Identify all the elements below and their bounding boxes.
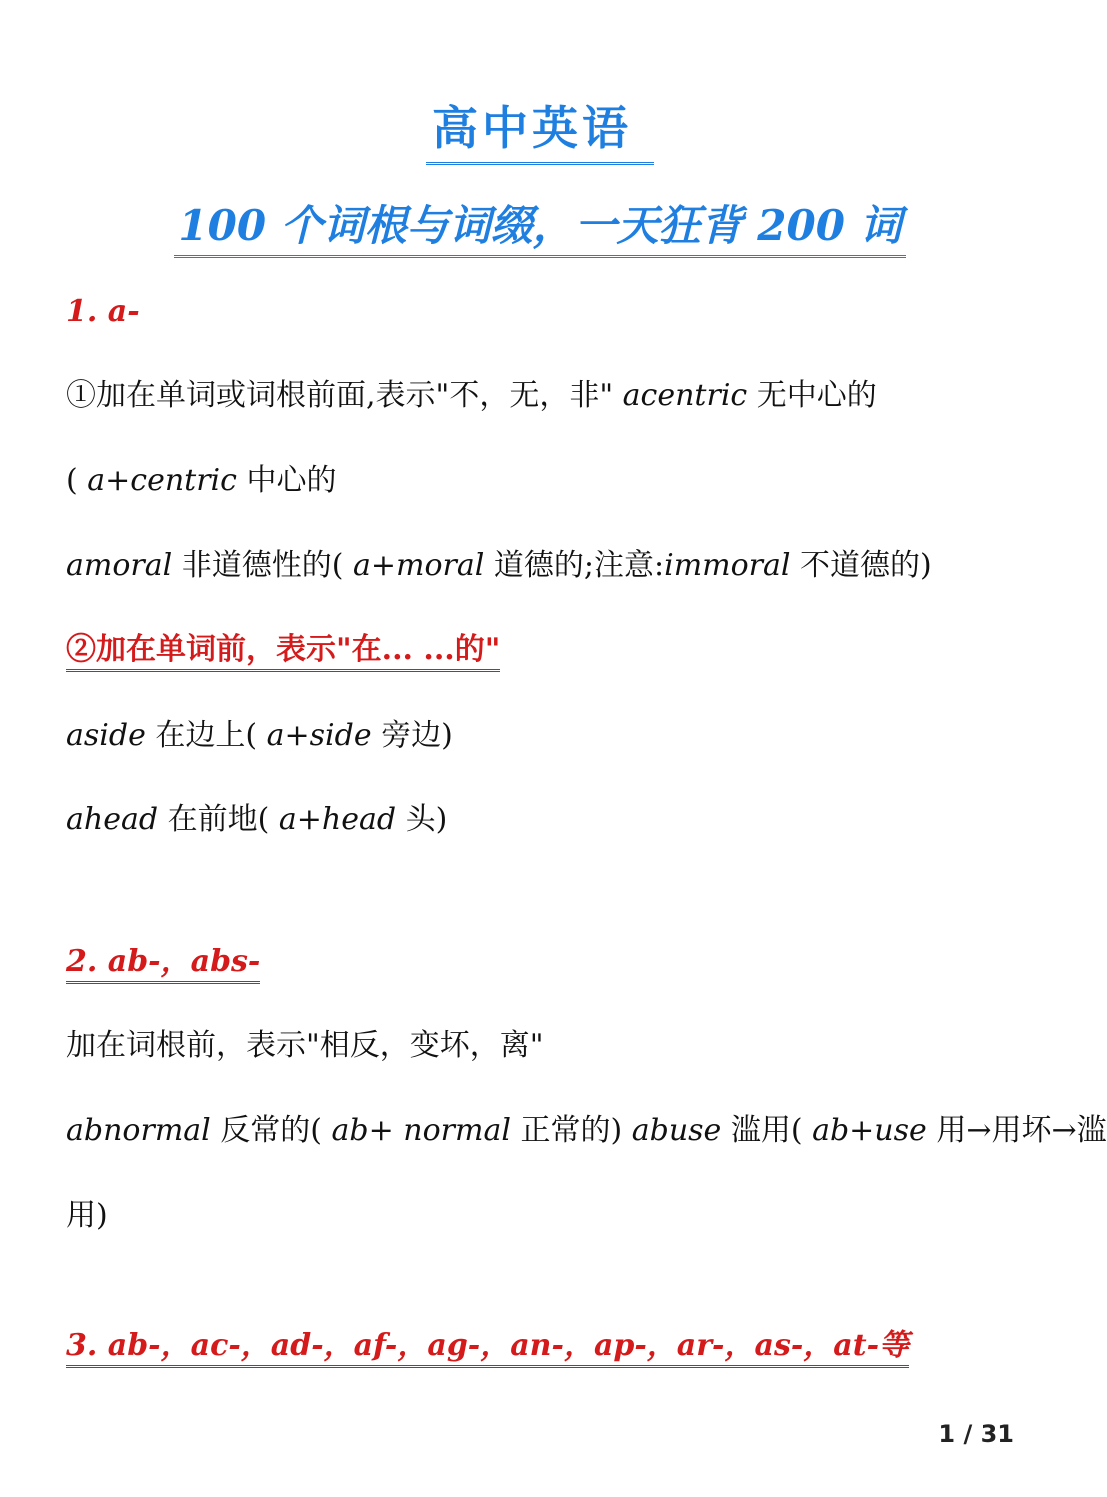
section-2-heading [66,942,260,982]
section-1-item-2-line-1 [66,716,453,756]
section-2-line-1 [66,1026,544,1066]
english-word: abnormal [66,1113,211,1148]
section-2-heading-text: 2. ab-，abs- [66,944,260,984]
english-word: a+centric [87,463,237,498]
text-segment: 在前地( [158,802,279,837]
text-segment: 反常的( [210,1113,332,1148]
page-indicator: 1 / 31 [938,1420,1014,1448]
text-segment: ①加在单词或词根前面,表示"不，无，非" [66,378,623,413]
english-word: a+moral [353,548,485,583]
text-segment: 在边上( [145,718,267,753]
section-1-heading-text: 1. a- [66,294,140,329]
section-1-item-2-line-2 [66,800,447,840]
section-3-heading-text: 3. ab-，ac-，ad-，af-，ag-，an-，ap-，ar-，as-，at-等 [66,1328,909,1368]
english-word: acentric [622,378,748,413]
section-1-item-1-line-2 [66,461,337,501]
text-segment: 不道德的) [790,548,932,583]
text-segment: 滥用( [721,1113,813,1148]
page-title-text: 高中英语 [426,92,654,165]
text-segment: 加在词根前，表示"相反，变坏，离" [66,1028,544,1063]
english-word: aside [66,718,146,753]
text-segment: ( [66,463,88,498]
section-1-item-2-heading-text: ②加在单词前，表示"在... ...的" [66,632,500,672]
text-segment: 头) [396,802,448,837]
text-segment: 用) [66,1198,108,1233]
section-1-item-1-line-1 [66,376,877,416]
english-word: abuse [631,1113,722,1148]
text-segment: 道德的;注意: [484,548,665,583]
english-word: ab+use [812,1113,927,1148]
page-subtitle [0,193,1080,258]
text-segment: 旁边) [371,718,453,753]
english-word: ab+ normal [331,1113,511,1148]
english-word: ahead [66,802,159,837]
section-1-item-2-heading [66,630,500,670]
text-segment: 正常的) [510,1113,632,1148]
english-word: a+head [278,802,397,837]
page-subtitle-text: 100 个词根与词缀，一天狂背 200 词 [174,193,905,258]
english-word: immoral [664,548,791,583]
section-2-line-3 [66,1196,108,1236]
section-3-heading [66,1326,909,1366]
text-segment: 中心的 [236,463,337,498]
section-1-heading [66,292,140,332]
page-title [0,92,1080,165]
text-segment: 非道德性的( [172,548,353,583]
english-word: amoral [66,548,173,583]
section-2-line-2 [66,1111,1107,1151]
text-segment: 用→用坏→滥 [926,1113,1107,1148]
section-1-item-1-line-3 [66,546,932,586]
text-segment: 无中心的 [747,378,877,413]
english-word: a+side [266,718,372,753]
